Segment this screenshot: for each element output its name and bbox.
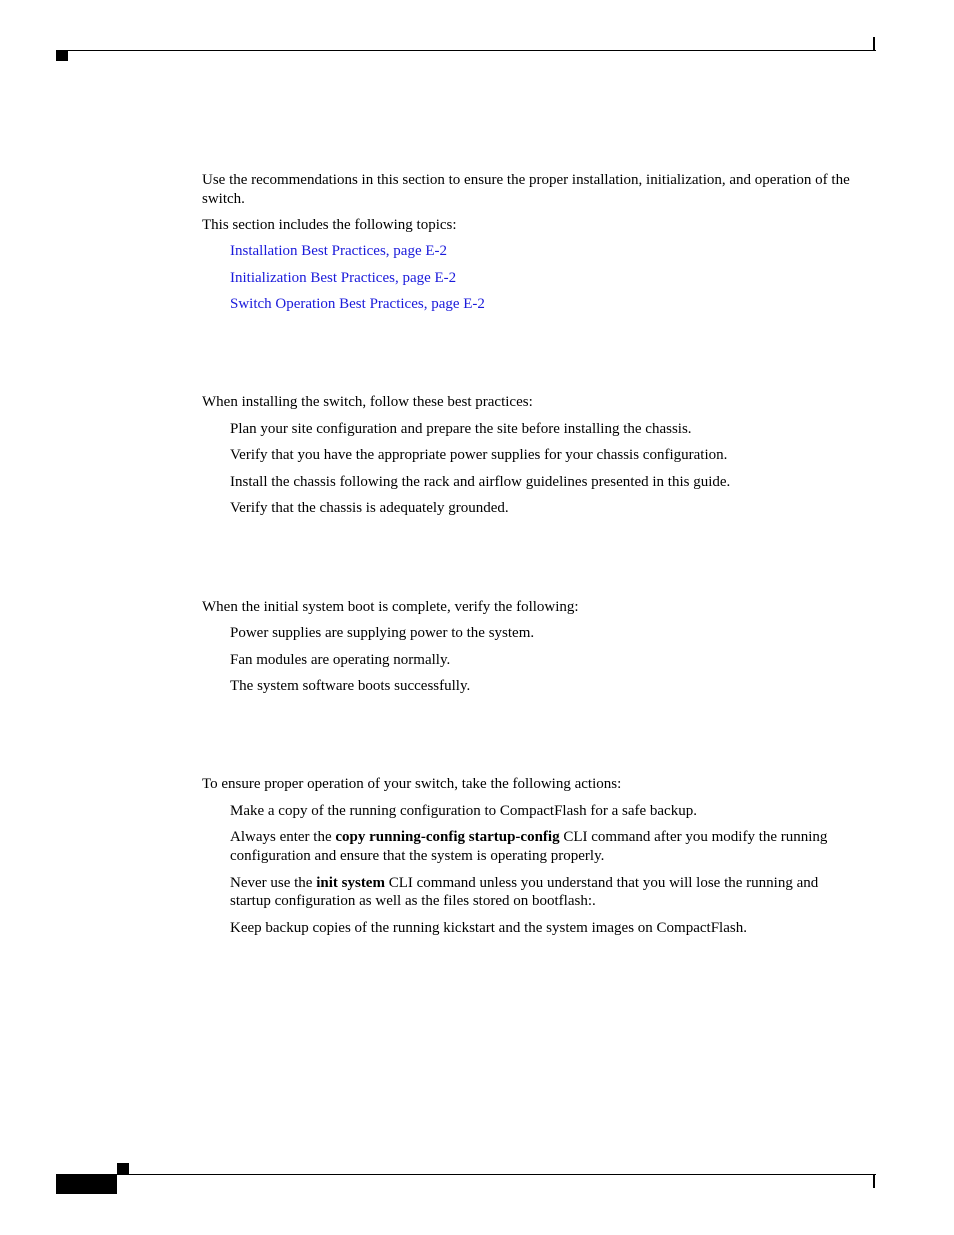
list-item: Verify that you have the appropriate power supplies for your chassis configuration. [230,447,728,463]
text: Never use the [230,875,317,891]
cli-command: copy running-config startup-config [335,829,560,845]
list-item: Keep backup copies of the running kickstart and the system images on CompactFlash. [230,920,747,936]
list-item-copy-running-config [230,828,827,847]
topic-link-switch-operation[interactable]: Switch Operation Best Practices, page E-2 [230,296,485,312]
text: CLI command unless you understand that you will lose the running and [384,875,819,891]
list-item-init-system [230,874,818,893]
list-item: The system software boots successfully. [230,678,471,694]
header-rule [56,50,876,51]
topic-link-initialization[interactable]: Initialization Best Practices, page E-2 [230,270,457,286]
list-item: Power supplies are supplying power to the system. [230,625,535,641]
intro-paragraph: Use the recommendations in this section to ensure the proper installation, initialization, and operation of the switch. [202,172,850,207]
list-item: Plan your site configuration and prepare the site before installing the chassis. [230,421,692,437]
list-item: Install the chassis following the rack and airflow guidelines presented in this guide. [230,474,731,490]
footer-page-tab [56,1175,117,1194]
footer-rule [56,1174,876,1175]
footer-right-tick [873,1174,875,1188]
cli-command: init system [316,875,385,891]
list-item-continuation: configuration and ensure that the system is operating properly. [230,848,605,864]
text: Always enter the [230,829,336,845]
list-item: Make a copy of the running configuration to CompactFlash for a safe backup. [230,803,697,819]
topic-link-installation[interactable]: Installation Best Practices, page E-2 [230,243,448,259]
footer-small-block [117,1163,129,1174]
topics-lead: This section includes the following topics: [202,217,457,233]
list-item: Verify that the chassis is adequately grounded. [230,500,509,516]
header-right-tick [873,37,875,51]
list-item: Fan modules are operating normally. [230,652,451,668]
operation-lead: To ensure proper operation of your switch, take the following actions: [202,776,622,792]
initialization-lead: When the initial system boot is complete, verify the following: [202,599,579,615]
header-left-block [56,51,68,61]
list-item-continuation: startup configuration as well as the files stored on bootflash:. [230,893,596,909]
installation-lead: When installing the switch, follow these best practices: [202,394,533,410]
text: CLI command after you modify the running [559,829,828,845]
